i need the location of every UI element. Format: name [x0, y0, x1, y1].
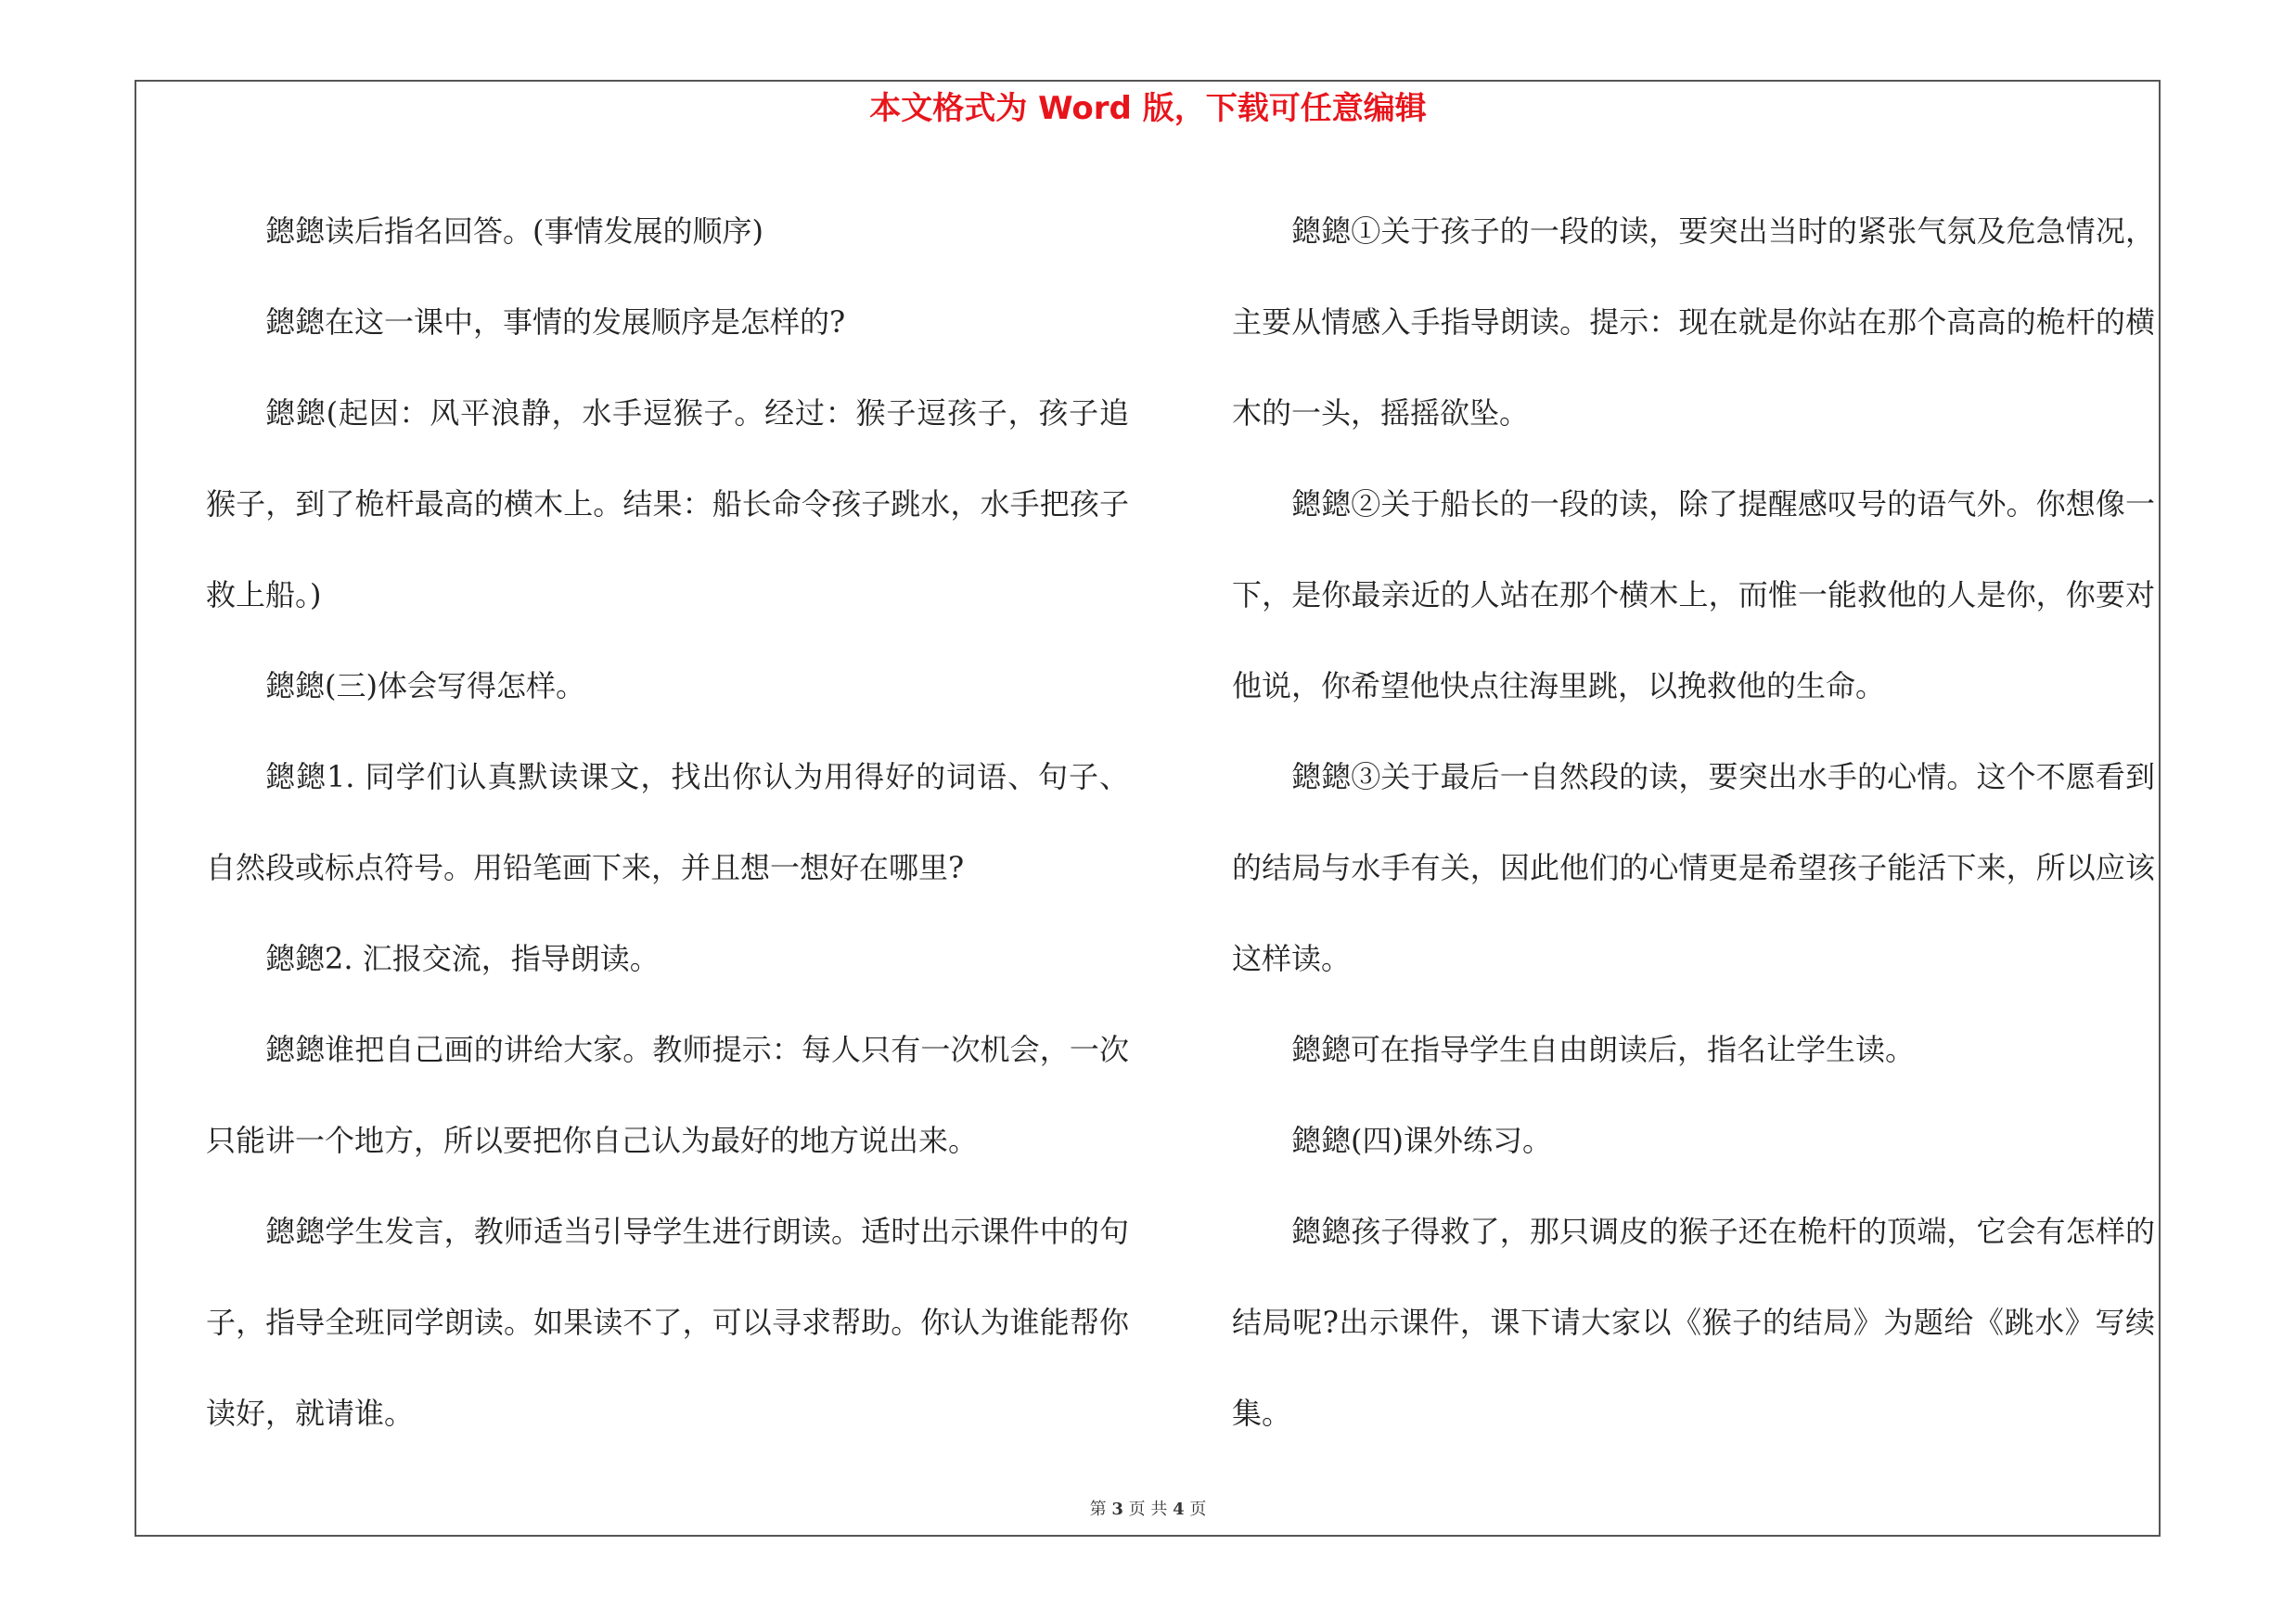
paragraph: 鏓鏓(四)课外练习。 — [1291, 1123, 1552, 1158]
paragraph: 鏓鏓读后指名回答。(事情发展的顺序) — [265, 213, 763, 249]
paragraph: 鏓鏓谁把自己画的讲给大家。教师提示：每人只有一次机会，一次只能讲一个地方，所以要把你自己认为最好的地方说出来。 — [206, 1032, 1129, 1158]
paragraph: 鏓鏓(三)体会写得怎样。 — [265, 668, 585, 703]
paragraph: 鏓鏓在这一课中，事情的发展顺序是怎样的? — [265, 304, 846, 340]
paragraph: 鏓鏓(起因：风平浪静，水手逗猴子。经过：猴子逗孩子，孩子追猴子，到了桅杆最高的横木上。结果：船长命令孩子跳水，水手把孩子救上船。) — [206, 395, 1129, 612]
paragraph: 鏓鏓2. 汇报交流，指导朗读。 — [265, 941, 660, 976]
footer-middle: 页 共 — [1128, 1500, 1168, 1519]
paragraph: 鏓鏓1. 同学们认真默读课文，找出你认为用得好的词语、句子、自然段或标点符号。用铅笔画下来，并且想一想好在哪里? — [206, 759, 1129, 885]
paragraph: 鏓鏓②关于船长的一段的读，除了提醒感叹号的语气外。你想像一下，是你最亲近的人站在那个横木上，而惟一能救他的人是你，你要对他说，你希望他快点往海里跳，以挽救他的生命。 — [1232, 486, 2155, 703]
paragraph: 鏓鏓孩子得救了，那只调皮的猴子还在桅杆的顶端，它会有怎样的结局呢?出示课件，课下请大家以《猴子的结局》为题给《跳水》写续集。 — [1232, 1214, 2155, 1431]
page-number-footer — [0, 1496, 2296, 1524]
paragraph: 鏓鏓①关于孩子的一段的读，要突出当时的紧张气氛及危急情况，主要从情感入手指导朗读。提示：现在就是你站在那个高高的桅杆的横木的一头，摇摇欲坠。 — [1232, 213, 2155, 431]
paragraph: 鏓鏓可在指导学生自由朗读后，指名让学生读。 — [1291, 1032, 1916, 1067]
right-column — [1232, 186, 2155, 1459]
current-page-number: 3 — [1111, 1500, 1123, 1519]
footer-prefix: 第 — [1089, 1500, 1107, 1519]
paragraph: 鏓鏓学生发言，教师适当引导学生进行朗读。适时出示课件中的句子，指导全班同学朗读。如果读不了，可以寻求帮助。你认为谁能帮你读好，就请谁。 — [206, 1214, 1129, 1431]
paragraph: 鏓鏓③关于最后一自然段的读，要突出水手的心情。这个不愿看到的结局与水手有关，因此他们的心情更是希望孩子能活下来，所以应该这样读。 — [1232, 759, 2155, 976]
left-column — [206, 186, 1129, 1459]
format-banner: 本文格式为 Word 版，下载可任意编辑 — [869, 90, 1427, 127]
footer-suffix: 页 — [1189, 1500, 1207, 1519]
total-page-number: 4 — [1173, 1500, 1185, 1519]
